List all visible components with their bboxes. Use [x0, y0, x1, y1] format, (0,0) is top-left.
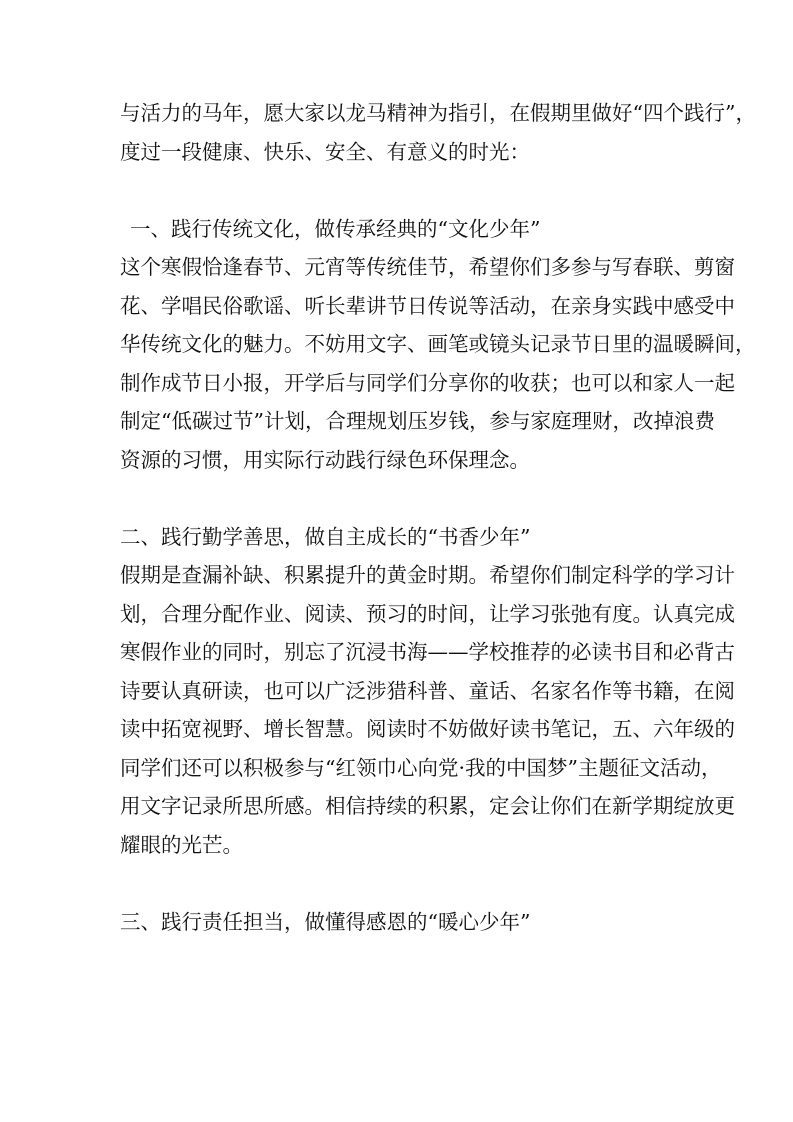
- document-page: [120, 94, 756, 941]
- section-heading: 一、践行传统文化，做传承经典的“文化少年”: [130, 216, 541, 241]
- section-1: [120, 210, 756, 480]
- text-line: 划，合理分配作业、阅读、预习的时间，让学习张弛有度。认真完成: [120, 601, 735, 626]
- text-line: 与活力的马年，愿大家以龙马精神为指引，在假期里做好“四个践行”，: [120, 101, 756, 125]
- section-heading: 三、践行责任担当，做懂得感恩的“暖心少年”: [120, 909, 531, 934]
- paragraph-gap: [120, 171, 680, 210]
- text-line: 花、学唱民俗歌谣、听长辈讲节日传说等活动，在亲身实践中感受中: [120, 293, 735, 318]
- section-heading: 二、践行勤学善思，做自主成长的“书香少年”: [120, 524, 531, 549]
- paragraph-gap: [120, 479, 680, 518]
- text-line: 这个寒假恰逢春节、元宵等传统佳节，希望你们多参与写春联、剪窗: [120, 255, 735, 279]
- text-line: 制作成节日小报，开学后与同学们分享你的收获；也可以和家人一起: [120, 370, 735, 395]
- paragraph-gap: [120, 864, 680, 903]
- section-2: [120, 518, 735, 865]
- text-line: 用文字记录所思所感。相信持续的积累，定会让你们在新学期绽放更: [120, 794, 735, 818]
- text-line: 寒假作业的同时，别忘了沉浸书海——学校推荐的必读书目和必背古: [120, 640, 735, 664]
- text-line: 同学们还可以积极参与“红领巾心向党·我的中国梦”主题征文活动，: [120, 755, 722, 780]
- text-line: 诗要认真研读，也可以广泛涉猎科普、童话、名家名作等书籍，在阅: [120, 678, 735, 703]
- text-line: 度过一段健康、快乐、安全、有意义的时光：: [120, 139, 530, 164]
- intro-paragraph: [120, 94, 756, 171]
- text-line: 资源的习惯，用实际行动践行绿色环保理念。: [120, 447, 530, 472]
- section-3: [120, 903, 680, 942]
- text-line: 制定“低碳过节”计划，合理规划压岁钱，参与家庭理财，改掉浪费: [120, 409, 715, 433]
- text-line: 耀眼的光芒。: [120, 832, 243, 857]
- text-line: 读中拓宽视野、增长智慧。阅读时不妨做好读书笔记，五、六年级的: [120, 717, 735, 741]
- text-line: 假期是查漏补缺、积累提升的黄金时期。希望你们制定科学的学习计: [120, 563, 735, 587]
- text-line: 华传统文化的魅力。不妨用文字、画笔或镜头记录节日里的温暖瞬间，: [120, 332, 756, 356]
